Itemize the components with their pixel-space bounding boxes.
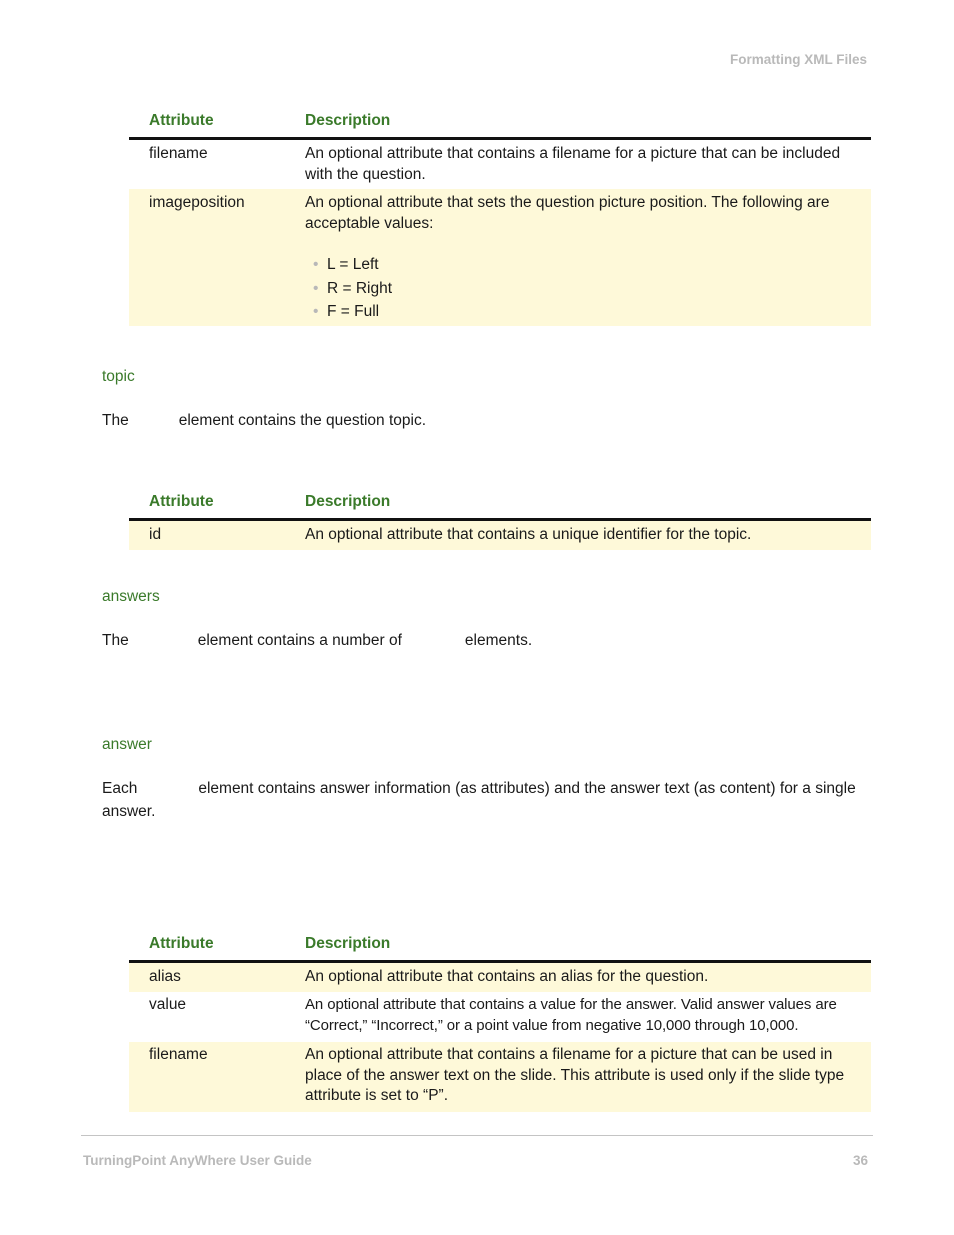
footer-divider bbox=[81, 1135, 873, 1136]
column-header-description: Description bbox=[305, 112, 391, 129]
attribute-description: An optional attribute that contains an alias for the question. bbox=[305, 968, 709, 985]
list-item: • F = Full bbox=[305, 300, 869, 324]
attribute-name: filename bbox=[149, 145, 208, 162]
paragraph-text: Each bbox=[102, 780, 138, 797]
table-row bbox=[129, 521, 871, 550]
attribute-name: filename bbox=[149, 1046, 208, 1063]
table-row bbox=[129, 140, 871, 189]
value-list bbox=[305, 253, 869, 324]
table-row bbox=[129, 189, 871, 326]
list-item: • L = Left bbox=[305, 253, 869, 277]
column-header-attribute: Attribute bbox=[149, 493, 214, 510]
column-header-attribute: Attribute bbox=[149, 112, 214, 129]
section-heading-topic: topic bbox=[102, 368, 135, 385]
paragraph-text: element contains the question topic. bbox=[178, 412, 427, 429]
attribute-description: An optional attribute that sets the question picture position. The following are acceptable values: bbox=[305, 194, 830, 232]
attribute-table-topic bbox=[129, 488, 871, 550]
attribute-table-question-image bbox=[129, 107, 871, 326]
table-row bbox=[129, 963, 871, 992]
paragraph-text: The bbox=[102, 632, 129, 649]
paragraph-text: elements. bbox=[464, 632, 533, 649]
attribute-description: An optional attribute that contains a filename for a picture that can be included with the question. bbox=[305, 145, 841, 183]
table-header bbox=[129, 107, 871, 140]
attribute-description: An optional attribute that contains a value for the answer. Valid answer values are “Correct,” “Incorrect,” or a point value from negative 10,000 through 10,000. bbox=[305, 996, 837, 1034]
section-heading-answer: answer bbox=[102, 736, 152, 753]
paragraph-text: element contains answer information (as attributes) and the answer text (as content) for a single answer. bbox=[102, 780, 856, 820]
paragraph-text: The bbox=[102, 412, 129, 429]
attribute-table-answer bbox=[129, 930, 871, 1112]
table-row bbox=[129, 1042, 871, 1112]
table-header bbox=[129, 930, 871, 963]
column-header-description: Description bbox=[305, 493, 391, 510]
table-row bbox=[129, 992, 871, 1042]
answer-paragraph bbox=[102, 777, 862, 823]
table-header bbox=[129, 488, 871, 521]
running-header: Formatting XML Files bbox=[729, 52, 867, 67]
attribute-description: An optional attribute that contains a unique identifier for the topic. bbox=[305, 526, 752, 543]
column-header-attribute: Attribute bbox=[149, 935, 214, 952]
attribute-name: id bbox=[149, 526, 162, 543]
column-header-description: Description bbox=[305, 935, 391, 952]
answers-paragraph bbox=[102, 629, 862, 652]
attribute-description-block bbox=[305, 193, 869, 324]
topic-paragraph bbox=[102, 409, 862, 432]
section-heading-answers: answers bbox=[102, 588, 160, 605]
footer-guide-title: TurningPoint AnyWhere User Guide bbox=[83, 1153, 312, 1168]
page-number: 36 bbox=[852, 1153, 868, 1168]
attribute-name: alias bbox=[149, 968, 181, 985]
paragraph-text: element contains a number of bbox=[197, 632, 402, 649]
attribute-description: An optional attribute that contains a filename for a picture that can be used in place of the answer text on the slide. This attribute is used only if the slide type attribute is set to “P”. bbox=[305, 1046, 845, 1104]
attribute-name: imageposition bbox=[149, 194, 245, 211]
attribute-name: value bbox=[149, 996, 187, 1013]
list-item: • R = Right bbox=[305, 277, 869, 301]
